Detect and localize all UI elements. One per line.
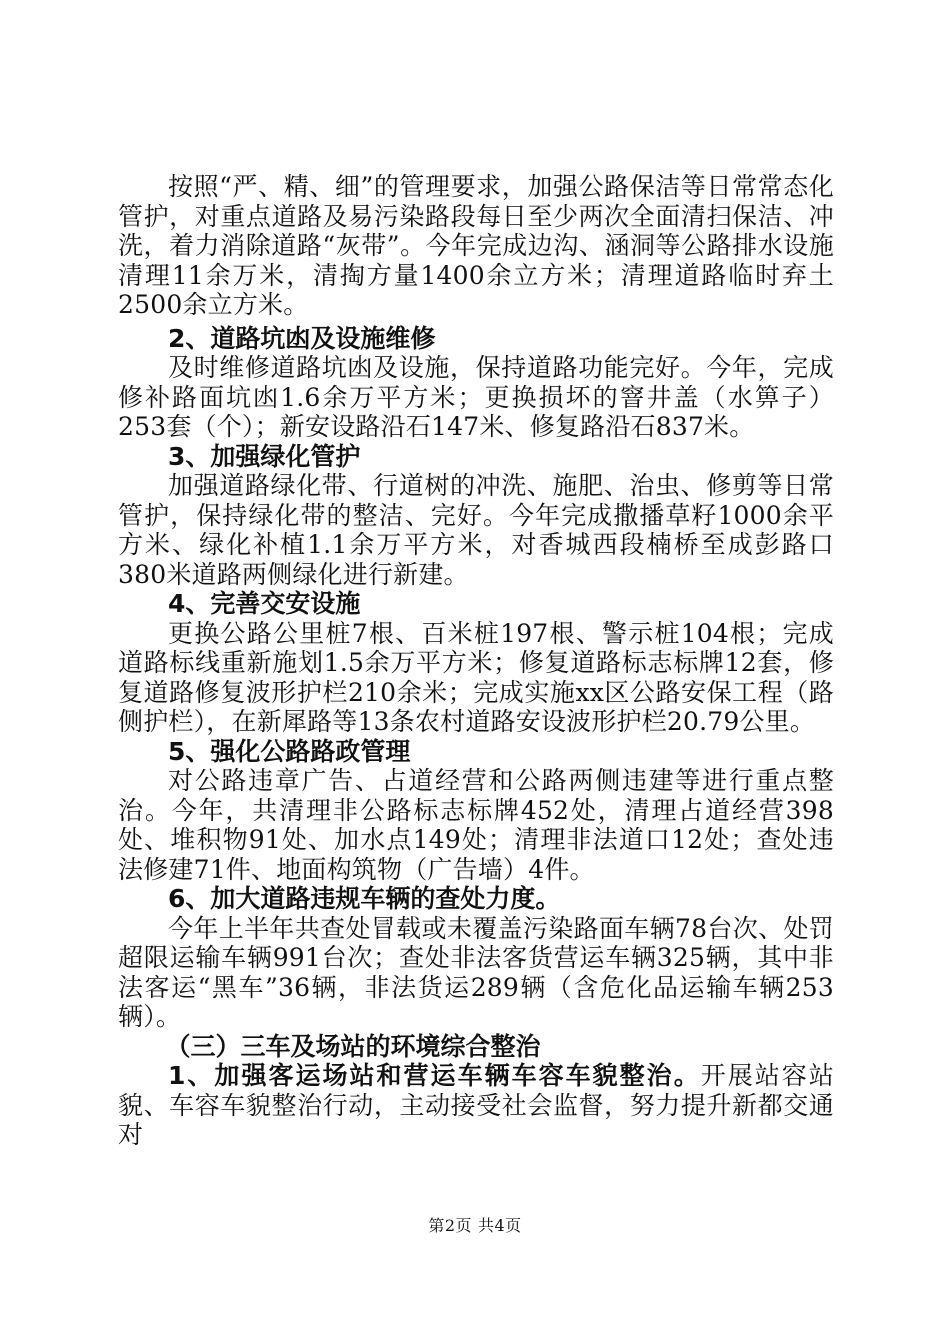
document-body (118, 172, 834, 1150)
heading-greening: 3、加强绿化管护 (168, 441, 361, 471)
paragraph-station-rectification (118, 1061, 834, 1150)
paragraph-body: 开展站容站貌、车容车貌整治行动，主动接受社会监督，努力提升新都交通对 (118, 1061, 834, 1149)
page-number: 第2页 (428, 1216, 472, 1235)
paragraph-vehicle-enforcement: 今年上半年共查处冒载或未覆盖污染路面车辆78台次、处罚超限运输车辆991台次；查处非法客货营运车辆325辆，其中非法客运“黑车”36辆，非法货运289辆（含危化品运输车辆253辆）。 (118, 913, 834, 1031)
heading-road-repair: 2、道路坑凼及设施维修 (168, 323, 436, 353)
heading-road-administration: 5、强化公路路政管理 (168, 736, 411, 766)
paragraph-greening: 加强道路绿化带、行道树的冲洗、施肥、治虫、修剪等日常管护，保持绿化带的整洁、完好。今年完成撒播草籽1000余平方米、绿化补植1.1余万平方米，对香城西段楠桥至成彭路口380米道路两侧绿化进行新建。 (118, 471, 834, 589)
paragraph-traffic-facilities: 更换公路公里桩7根、百米桩197根、警示桩104根；完成道路标线重新施划1.5余万平方米；修复道路标志标牌12套，修复道路修复波形护栏210余米；完成实施xx区公路安保工程（路侧护栏），在新犀路等13条农村道路安设波形护栏20.79公里。 (118, 618, 834, 736)
paragraph-road-administration: 对公路违章广告、占道经营和公路两侧违建等进行重点整治。今年，共清理非公路标志标牌452处，清理占道经营398处、堆积物91处、加水点149处；清理非法道口12处；查处违法修建71件、地面构筑物（广告墙）4件。 (118, 766, 834, 884)
paragraph-road-repair: 及时维修道路坑凼及设施，保持道路功能完好。今年，完成修补路面坑凼1.6余万平方米；更换损坏的窨井盖（水箅子）253套（个）；新安设路沿石147米、修复路沿石837米。 (118, 353, 834, 441)
page-total: 共4页 (478, 1216, 522, 1235)
heading-section-three: （三）三车及场站的环境综合整治 (165, 1031, 541, 1061)
paragraph-lead: 1、加强客运场站和营运车辆车容车貌整治。 (168, 1061, 701, 1090)
page-footer (0, 1216, 950, 1236)
heading-traffic-facilities: 4、完善交安设施 (168, 589, 361, 618)
heading-vehicle-enforcement: 6、加大道路违规车辆的查处力度。 (168, 884, 561, 913)
paragraph-road-cleaning: 按照“严、精、细”的管理要求，加强公路保洁等日常常态化管护，对重点道路及易污染路段每日至少两次全面清扫保洁、冲洗，着力消除道路“灰带”。今年完成边沟、涵洞等公路排水设施清理11余万米，清掏方量1400余立方米；清理道路临时弃土2500余立方米。 (118, 172, 834, 319)
